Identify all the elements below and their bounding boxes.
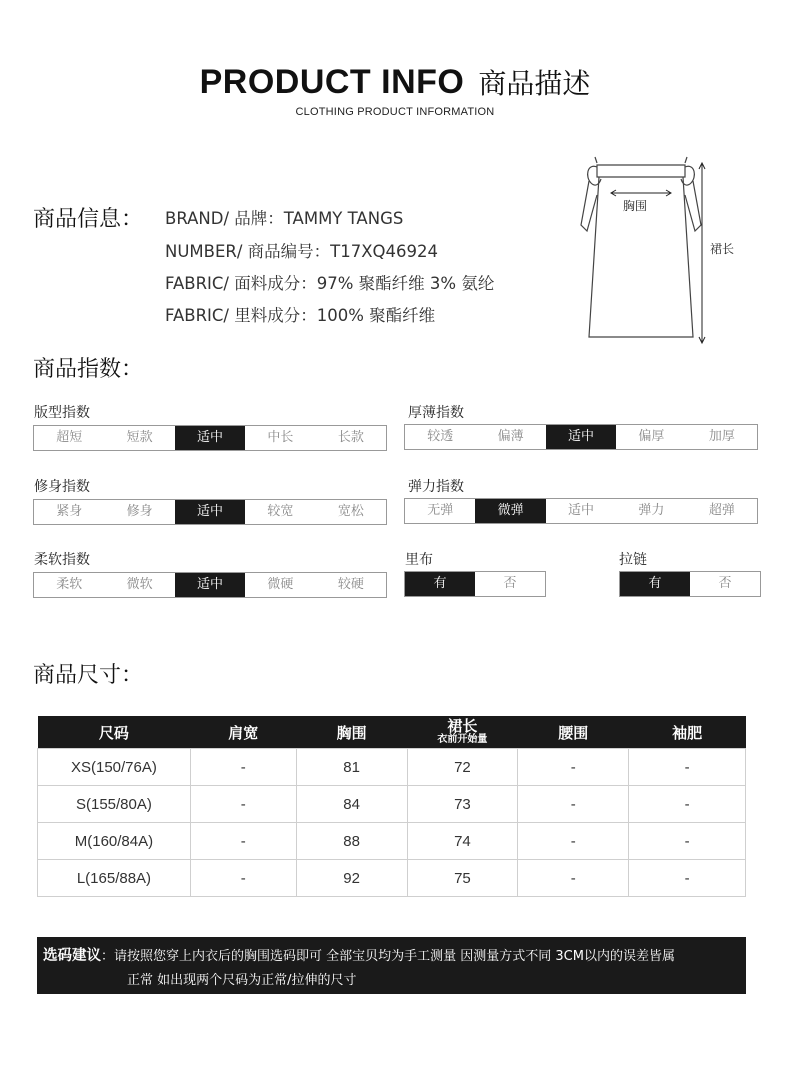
table-cell: -	[629, 860, 746, 897]
index-option: 长款	[337, 430, 364, 445]
column-header: 尺码	[38, 716, 191, 749]
index-label-lining: 里布	[405, 552, 433, 568]
index-option: 超短	[56, 430, 83, 445]
index-option-selected: 有	[405, 572, 475, 596]
index-option: 加厚	[708, 429, 735, 444]
index-option: 修身	[126, 504, 153, 519]
table-cell: 74	[407, 823, 518, 860]
index-scale-softness	[33, 572, 387, 598]
index-option: 微硬	[267, 577, 294, 592]
table-cell: -	[518, 749, 629, 786]
index-option-selected: 适中	[546, 425, 616, 449]
index-option-selected: 适中	[175, 573, 245, 597]
index-scale-lining	[404, 571, 546, 597]
column-header: 袖肥	[629, 716, 746, 749]
table-cell: 84	[296, 786, 407, 823]
index-option-selected: 适中	[175, 500, 245, 524]
table-cell: -	[190, 749, 296, 786]
table-cell: -	[518, 786, 629, 823]
size-advice-line-1	[43, 944, 740, 969]
table-cell: -	[190, 860, 296, 897]
column-header: 肩宽	[190, 716, 296, 749]
column-header-note: 衣前开始量	[437, 734, 488, 745]
index-option: 适中	[568, 503, 595, 518]
size-table-header	[38, 716, 746, 749]
page-title	[0, 62, 790, 102]
column-header-length	[407, 716, 518, 749]
dress-sketch-icon	[575, 155, 775, 350]
index-option-selected: 有	[620, 572, 690, 596]
column-header-label: 裙长	[447, 718, 478, 735]
title-english: PRODUCT INFO	[199, 63, 465, 101]
index-scale-fit	[33, 425, 387, 451]
index-option: 中长	[267, 430, 294, 445]
index-option: 无弹	[427, 503, 454, 518]
index-option: 紧身	[56, 504, 83, 519]
index-option-selected: 适中	[175, 426, 245, 450]
dress-diagram	[575, 155, 775, 350]
table-cell: 73	[407, 786, 518, 823]
index-option-selected: 微弹	[475, 499, 545, 523]
index-option: 较硬	[337, 577, 364, 592]
index-label-fit: 版型指数	[34, 405, 90, 421]
info-line-brand: BRAND/ 品牌：TAMMY TANGS	[165, 209, 404, 228]
indices-heading: 商品指数：	[33, 357, 144, 382]
index-option: 否	[718, 576, 732, 591]
size-table	[37, 716, 746, 897]
table-cell: -	[629, 823, 746, 860]
length-label: 裙长	[710, 242, 735, 256]
index-option: 较透	[427, 429, 454, 444]
table-cell: L(165/88A)	[38, 860, 191, 897]
table-cell: -	[190, 823, 296, 860]
index-scale-zipper	[619, 571, 761, 597]
index-scale-stretch	[404, 498, 758, 524]
index-option: 宽松	[337, 504, 364, 519]
index-option: 偏薄	[497, 429, 524, 444]
table-cell: 75	[407, 860, 518, 897]
index-label-softness: 柔软指数	[34, 552, 90, 568]
index-option: 偏厚	[638, 429, 665, 444]
table-cell: 81	[296, 749, 407, 786]
page-subtitle: CLOTHING PRODUCT INFORMATION	[295, 106, 495, 118]
index-option: 超弹	[708, 503, 735, 518]
chest-label: 胸围	[623, 199, 648, 213]
size-advice-box	[37, 937, 746, 994]
info-line-fabric: FABRIC/ 面料成分：97% 聚酯纤维 3% 氨纶	[165, 274, 495, 293]
table-row	[38, 823, 746, 860]
index-label-thickness: 厚薄指数	[408, 405, 464, 421]
table-cell: 72	[407, 749, 518, 786]
size-heading: 商品尺寸：	[33, 663, 144, 688]
index-scale-thickness	[404, 424, 758, 450]
table-cell: M(160/84A)	[38, 823, 191, 860]
index-scale-slim	[33, 499, 387, 525]
index-option: 较宽	[267, 504, 294, 519]
table-cell: -	[629, 786, 746, 823]
title-chinese: 商品描述	[478, 67, 591, 100]
index-label-stretch: 弹力指数	[408, 479, 464, 495]
size-advice-line-2: 正常 如出现两个尺码为正常/拉伸的尺寸	[127, 973, 357, 988]
column-header: 腰围	[518, 716, 629, 749]
table-cell: -	[518, 823, 629, 860]
table-cell: -	[518, 860, 629, 897]
index-option: 柔软	[56, 577, 83, 592]
table-cell: 92	[296, 860, 407, 897]
info-heading: 商品信息：	[33, 207, 144, 232]
index-option: 否	[503, 576, 517, 591]
table-cell: XS(150/76A)	[38, 749, 191, 786]
index-option: 短款	[126, 430, 153, 445]
table-row	[38, 749, 746, 786]
table-cell: 88	[296, 823, 407, 860]
index-label-slim: 修身指数	[34, 479, 90, 495]
info-line-lining: FABRIC/ 里料成分：100% 聚酯纤维	[165, 306, 436, 325]
index-option: 弹力	[638, 503, 665, 518]
index-option: 微软	[126, 577, 153, 592]
table-row	[38, 860, 746, 897]
column-header: 胸围	[296, 716, 407, 749]
table-cell: -	[629, 749, 746, 786]
size-advice-key: 选码建议	[43, 948, 101, 964]
index-label-zipper: 拉链	[619, 552, 647, 568]
size-advice-text: ：请按照您穿上内衣后的胸围选码即可 全部宝贝均为手工测量 因测量方式不同 3CM以内的误差皆属	[101, 949, 675, 964]
table-cell: -	[190, 786, 296, 823]
table-cell: S(155/80A)	[38, 786, 191, 823]
info-line-number: NUMBER/ 商品编号：T17XQ46924	[165, 242, 439, 261]
table-row	[38, 786, 746, 823]
